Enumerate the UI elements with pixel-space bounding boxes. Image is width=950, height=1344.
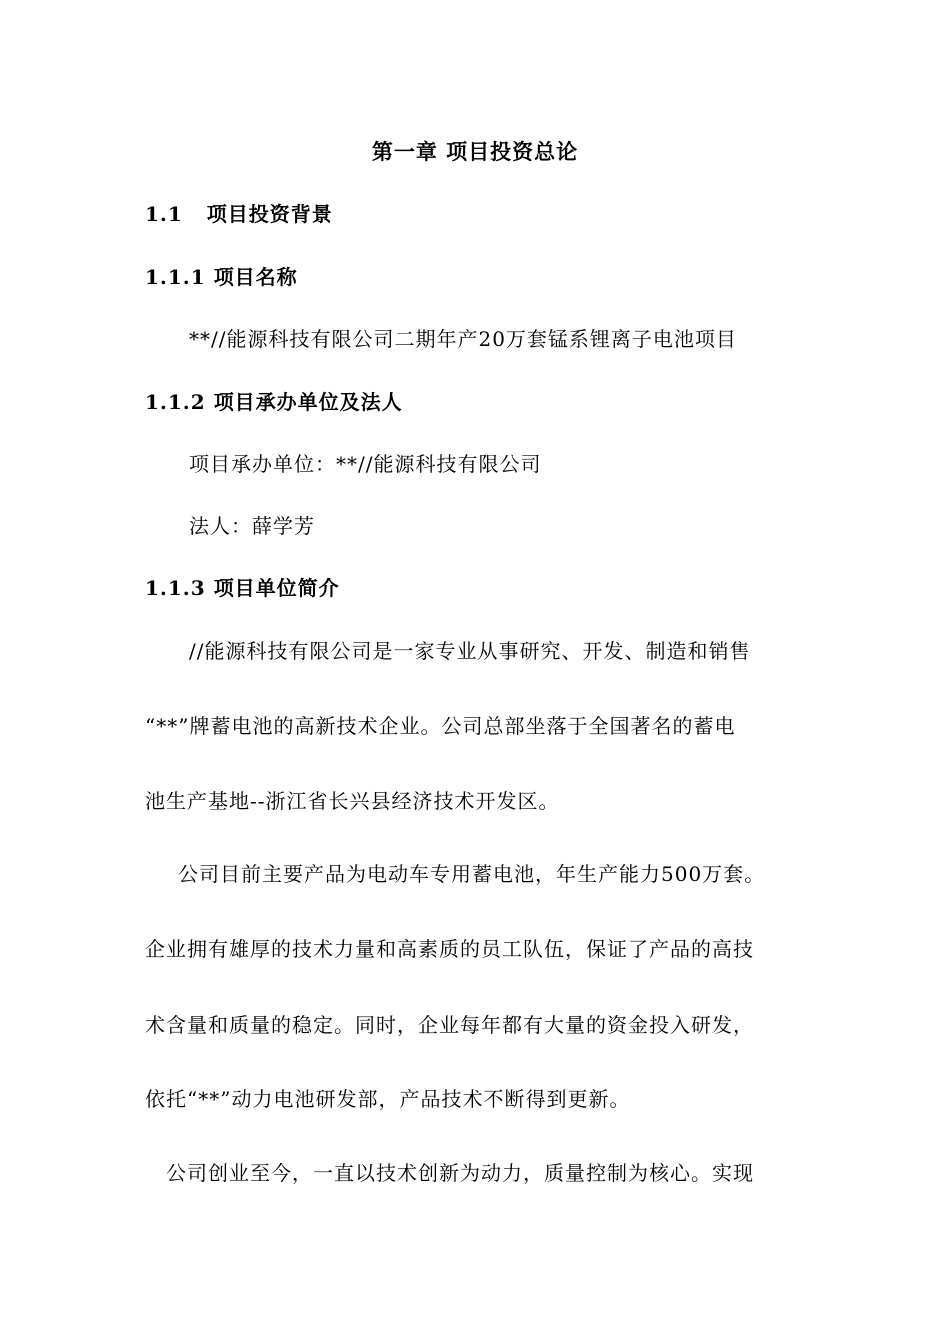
paragraph-line: 术含量和质量的稳定。同时，企业每年都有大量的资金投入研发， — [145, 1013, 754, 1037]
project-name-text: **//能源科技有限公司二期年产20万套锰系锂离子电池项目 — [189, 327, 737, 351]
paragraph-line: 企业拥有雄厚的技术力量和高素质的员工队伍，保证了产品的高技 — [145, 937, 754, 961]
paragraph-line: 依托“**”动力电池研发部，产品技术不断得到更新。 — [145, 1087, 631, 1111]
section-title: 项目投资背景 — [206, 202, 333, 226]
paragraph-line: 池生产基地--浙江省长兴县经济技术开发区。 — [145, 789, 560, 813]
section-heading-1-1-3 — [145, 574, 340, 602]
chapter-title: 第一章 项目投资总论 — [371, 139, 579, 164]
section-number: 1.1 — [145, 202, 183, 226]
section-number: 1.1.1 — [145, 265, 206, 289]
paragraph-line: //能源科技有限公司是一家专业从事研究、开发、制造和销售 — [189, 639, 751, 663]
project-unit-line: 项目承办单位：**//能源科技有限公司 — [189, 452, 542, 476]
section-title: 项目承办单位及法人 — [213, 390, 403, 414]
section-heading-1-1-1 — [145, 263, 298, 291]
section-number: 1.1.2 — [145, 390, 206, 414]
paragraph-line: 公司创业至今，一直以技术创新为动力，质量控制为核心。实现 — [166, 1161, 754, 1185]
section-heading-1-1-2 — [145, 388, 403, 416]
legal-person-line: 法人：薛学芳 — [189, 514, 315, 538]
paragraph-line: “**”牌蓄电池的高新技术企业。公司总部坐落于全国著名的蓄电 — [145, 714, 736, 738]
paragraph-line: 公司目前主要产品为电动车专用蓄电池，年生产能力500万套。 — [178, 862, 766, 886]
section-title: 项目名称 — [213, 265, 298, 289]
section-title: 项目单位简介 — [213, 576, 340, 600]
section-heading-1-1 — [145, 200, 333, 228]
section-number: 1.1.3 — [145, 576, 206, 600]
